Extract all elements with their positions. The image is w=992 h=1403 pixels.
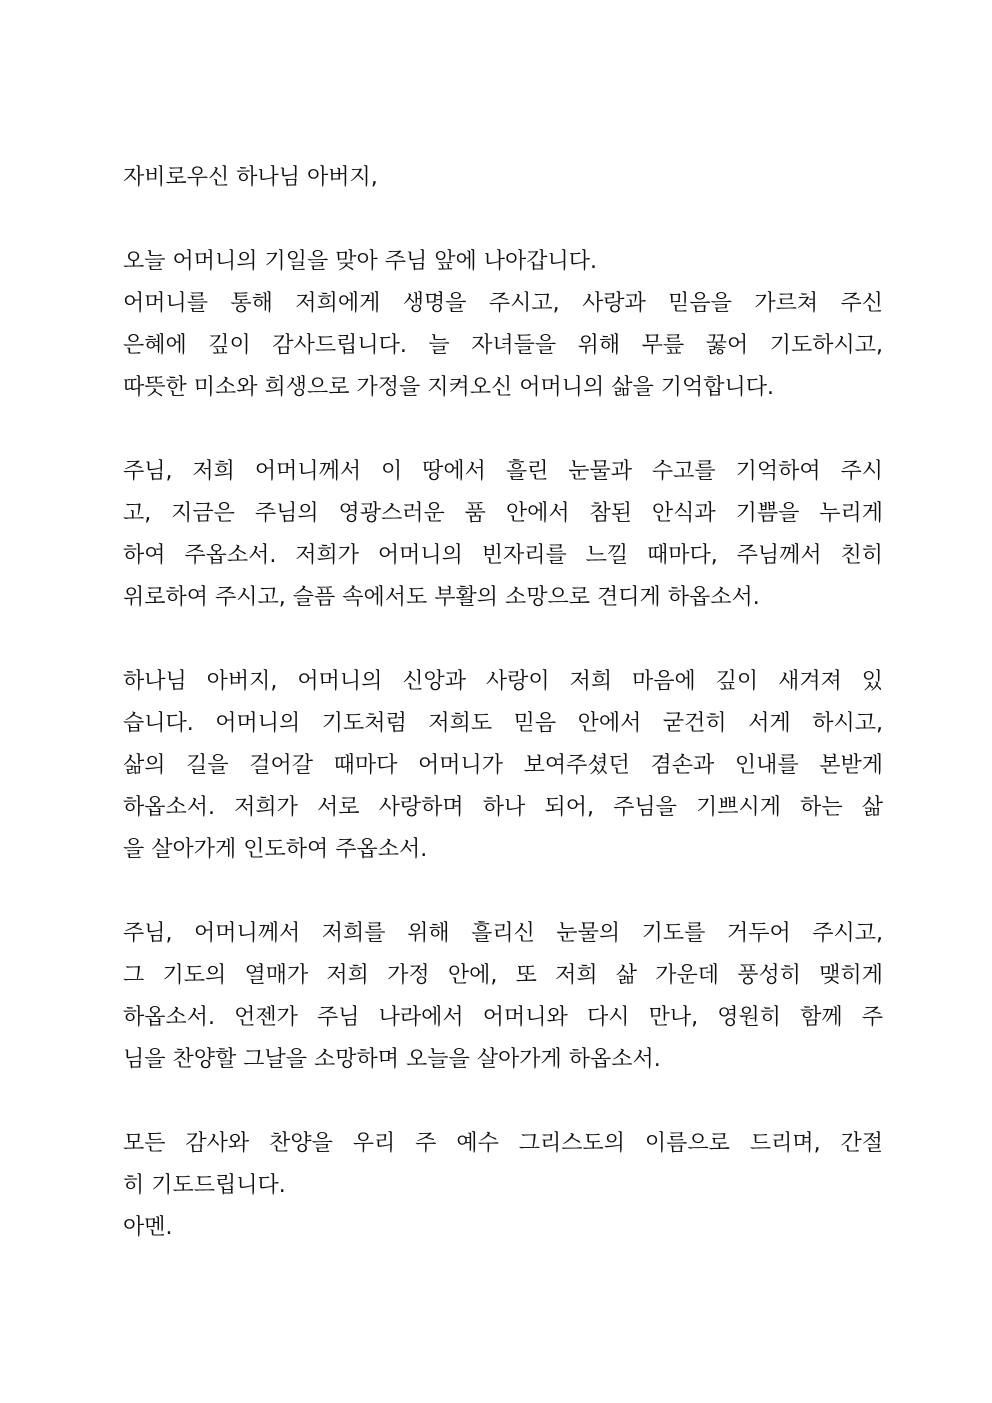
paragraph-4-line: 님을 찬양할 그날을 소망하며 오늘을 살아가게 하옵소서. [123, 1047, 661, 1072]
paragraph-gap [123, 871, 883, 913]
paragraph-1-line: 어머니를 통해 저희에게 생명을 주시고, 사랑과 믿음을 가르쳐 주신 [123, 291, 883, 316]
paragraph-gap [123, 619, 883, 661]
paragraph-3-line: 삶의 길을 걸어갈 때마다 어머니가 보여주셨던 겸손과 인내를 본받게 [123, 753, 883, 778]
paragraph-2-line: 위로하여 주시고, 슬픔 속에서도 부활의 소망으로 견디게 하옵소서. [123, 585, 760, 610]
paragraph-1-line: 은혜에 깊이 감사드립니다. 늘 자녀들을 위해 무릎 꿇어 기도하시고, [123, 333, 883, 358]
paragraph-gap [123, 199, 883, 241]
paragraph-4-line: 주님, 어머니께서 저희를 위해 흘리신 눈물의 기도를 거두어 주시고, [123, 921, 883, 946]
paragraph-3-line: 하나님 아버지, 어머니의 신앙과 사랑이 저희 마음에 깊이 새겨져 있 [123, 669, 883, 694]
paragraph-2-line: 하여 주옵소서. 저희가 어머니의 빈자리를 느낄 때마다, 주님께서 친히 [123, 543, 883, 568]
paragraph-3-line: 습니다. 어머니의 기도처럼 저희도 믿음 안에서 굳건히 서게 하시고, [123, 711, 883, 736]
paragraph-4-line: 그 기도의 열매가 저희 가정 안에, 또 저희 삶 가운데 풍성히 맺히게 [123, 963, 883, 988]
paragraph-3-line: 을 살아가게 인도하여 주옵소서. [123, 837, 428, 862]
closing-line: 히 기도드립니다. [123, 1173, 286, 1198]
amen-line: 아멘. [123, 1215, 173, 1240]
greeting-line: 자비로우신 하나님 아버지, [123, 165, 378, 190]
paragraph-1-line: 따뜻한 미소와 희생으로 가정을 지켜오신 어머니의 삶을 기억합니다. [123, 375, 775, 400]
paragraph-gap [123, 409, 883, 451]
closing-line: 모든 감사와 찬양을 우리 주 예수 그리스도의 이름으로 드리며, 간절 [123, 1131, 883, 1156]
paragraph-gap [123, 1081, 883, 1123]
paragraph-3-line: 하옵소서. 저희가 서로 사랑하며 하나 되어, 주님을 기쁘시게 하는 삶 [123, 795, 883, 820]
paragraph-1-line: 오늘 어머니의 기일을 맞아 주님 앞에 나아갑니다. [123, 249, 597, 274]
paragraph-2-line: 주님, 저희 어머니께서 이 땅에서 흘린 눈물과 수고를 기억하여 주시 [123, 459, 883, 484]
paragraph-2-line: 고, 지금은 주님의 영광스러운 품 안에서 참된 안식과 기쁨을 누리게 [123, 501, 883, 526]
paragraph-4-line: 하옵소서. 언젠가 주님 나라에서 어머니와 다시 만나, 영원히 함께 주 [123, 1005, 883, 1030]
prayer-text [123, 157, 883, 1249]
